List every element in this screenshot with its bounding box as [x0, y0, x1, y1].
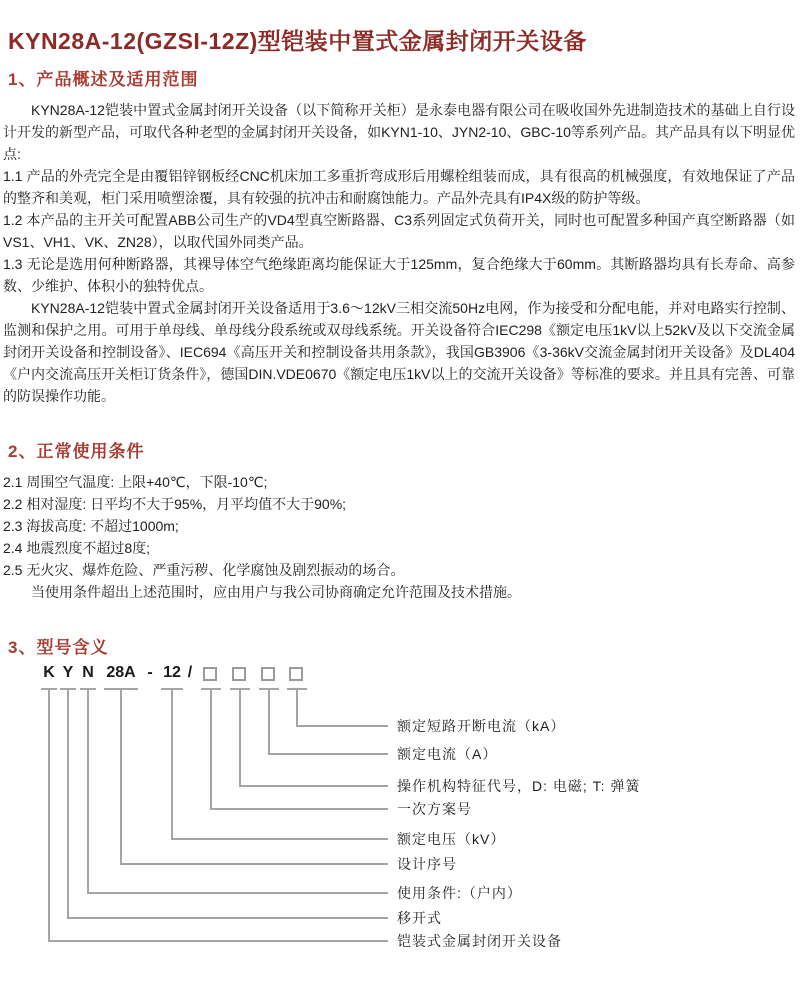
connector-hline: [171, 838, 388, 840]
connector-vline: [239, 688, 241, 787]
model-code-token: Y: [62, 664, 74, 681]
section1-item-3: 1.3 无论是选用何种断路器，其裸导体空气绝缘距离均能保证大于125mm，复合绝缘大于60mm。其断路器均具有长寿命、高参数、少维护、体积小的独特优点。: [3, 256, 795, 294]
section2-item-5: 2.5 无火灾、爆炸危险、严重污秽、化学腐蚀及剧烈振动的场合。: [3, 562, 405, 578]
diagram-label: 移开式: [397, 910, 442, 926]
model-code-token: 12: [163, 664, 181, 681]
connector-vline: [296, 688, 298, 727]
model-code-token: -: [147, 664, 153, 681]
section1-application-paragraph: KYN28A-12铠装中置式金属封闭开关设备适用于3.6～12kV三相交流50Hz电网，作为接受和分配电能，并对电路实行控制、监测和保护之用。可用于单母线、单母线分段系统或双母线系统。开关设备符合IEC298《额定电压1kV以上52kV及以下交流金属封闭开关设备和控制设备》、IEC694《高压开关和控制设备共用条款》，我国GB3906《3-36kV交流金属封闭开关设备》及DL404《户内交流高压开关柜订货条件》，德国DIN.VDE0670《额定电压1kV以上的交流开关设备》等标准的要求。并且具有完善、可靠的防误操作功能。: [3, 300, 795, 404]
section1-heading: 1、产品概述及适用范围: [8, 70, 199, 89]
connector-hline: [67, 917, 388, 919]
diagram-label: 额定短路开断电流（kA）: [397, 718, 566, 734]
model-code-box: [203, 667, 217, 681]
connector-vline: [67, 688, 69, 919]
model-code-box: [289, 667, 303, 681]
diagram-label: 额定电压（kV）: [397, 831, 506, 847]
section1-item-2: 1.2 本产品的主开关可配置ABB公司生产的VD4型真空断路器、C3系列固定式负荷开关，同时也可配置多种国产真空断路器（如VS1、VH1、VK、ZN28），以取代国外同类产品。: [3, 212, 795, 250]
connector-vline: [87, 688, 89, 894]
diagram-label: 操作机构特征代号，D: 电磁; T: 弹簧: [397, 778, 641, 794]
section2-item-3: 2.3 海拔高度: 不超过1000m;: [3, 518, 179, 534]
diagram-label: 设计序号: [397, 856, 457, 872]
model-code-box: [261, 667, 275, 681]
model-code-token: K: [43, 664, 55, 681]
connector-hline: [268, 753, 389, 755]
section1-body: [0, 99, 800, 407]
section2-item-1: 2.1 周围空气温度: 上限+40℃，下限-10℃;: [3, 474, 268, 490]
diagram-label: 使用条件:（户内）: [397, 885, 522, 901]
model-code-box: [232, 667, 246, 681]
connector-vline: [171, 688, 173, 840]
section3-heading: 3、型号含义: [8, 638, 109, 657]
section2-body: [0, 471, 800, 603]
connector-vline: [210, 688, 212, 810]
model-code-token: 28A: [106, 664, 136, 681]
diagram-label: 一次方案号: [397, 801, 472, 817]
section1-item-1: 1.1 产品的外壳完全是由覆铝锌钢板经CNC机床加工多重折弯成形后用螺栓组装而成，具有很高的机械强度，有效地保证了产品的整齐和美观，柜门采用喷塑涂覆，具有较强的抗冲击和耐腐蚀能力。产品外壳具有IP4X级的防护等级。: [3, 168, 795, 206]
section1-intro-paragraph: KYN28A-12铠装中置式金属封闭开关设备（以下简称开关柜）是永泰电器有限公司在吸收国外先进制造技术的基础上自行设计开发的新型产品，可取代各种老型的金属封闭开关设备，如KYN1-10、JYN2-10、GBC-10等系列产品。其产品具有以下明显优点:: [3, 102, 795, 162]
connector-hline: [120, 863, 388, 865]
connector-vline: [120, 688, 122, 865]
connector-hline: [87, 892, 388, 894]
diagram-label: 额定电流（A）: [397, 746, 498, 762]
connector-hline: [210, 808, 389, 810]
diagram-label: 铠装式金属封闭开关设备: [397, 933, 562, 949]
section2-note: 当使用条件超出上述范围时，应由用户与我公司协商确定允许范围及技术措施。: [31, 584, 521, 600]
section2-heading: 2、正常使用条件: [8, 442, 145, 461]
section2-item-4: 2.4 地震烈度不超过8度;: [3, 540, 151, 556]
model-meaning-diagram: [0, 662, 800, 964]
connector-vline: [268, 688, 270, 755]
connector-hline: [239, 785, 389, 787]
page-title: KYN28A-12(GZSI-12Z)型铠装中置式金属封闭开关设备: [8, 28, 587, 54]
connector-vline: [48, 688, 50, 942]
model-code-token: /: [187, 664, 193, 681]
connector-hline: [48, 940, 388, 942]
model-code-token: N: [82, 664, 94, 681]
connector-hline: [296, 725, 389, 727]
section2-item-2: 2.2 相对湿度: 日平均不大于95%，月平均值不大于90%;: [3, 496, 347, 512]
